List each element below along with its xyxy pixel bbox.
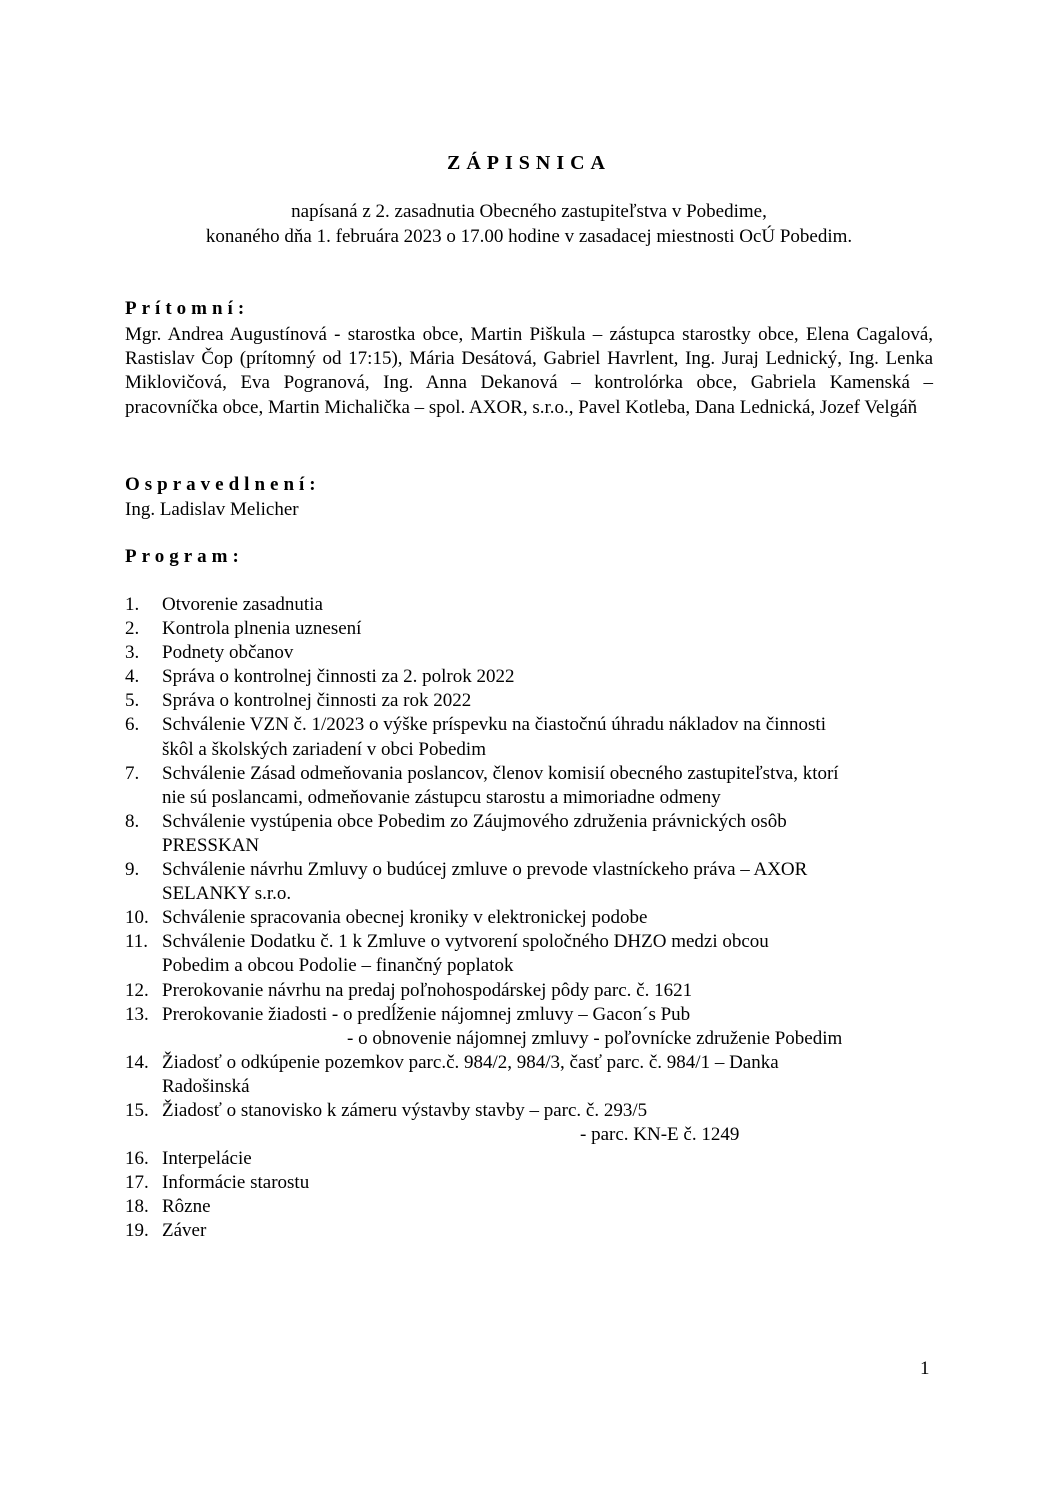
list-item bbox=[125, 930, 935, 978]
excused-list: Ing. Ladislav Melicher bbox=[125, 499, 299, 520]
list-item-text: Schválenie návrhu Zmluvy o budúcej zmluve o prevode vlastníckeho práva – AXOR bbox=[162, 859, 808, 881]
list-item bbox=[125, 641, 935, 665]
list-item bbox=[125, 762, 935, 810]
program-heading: Program: bbox=[125, 546, 244, 567]
list-item-text: Schválenie spracovania obecnej kroniky v elektronickej podobe bbox=[162, 907, 648, 929]
list-item-text: Otvorenie zasadnutia bbox=[162, 594, 323, 615]
list-item-text: Žiadosť o stanovisko k zámeru výstavby stavby – parc. č. 293/5 bbox=[162, 1099, 648, 1121]
list-item-number: 14. bbox=[125, 1051, 149, 1073]
program-list bbox=[125, 593, 935, 1244]
list-item bbox=[125, 1051, 935, 1099]
list-item bbox=[125, 1171, 935, 1195]
list-item-number: 3. bbox=[125, 642, 140, 664]
list-item bbox=[125, 1003, 935, 1051]
list-item-sub-entry: - o obnovenie nájomnej zmluvy - poľovnícke združenie Pobedim bbox=[347, 1027, 843, 1049]
list-item-number: 13. bbox=[125, 1003, 149, 1025]
list-item-text: Rôzne bbox=[162, 1196, 211, 1218]
list-item-number: 2. bbox=[125, 618, 140, 640]
list-item-text-continued: PRESSKAN bbox=[162, 834, 260, 856]
list-item-number: 17. bbox=[125, 1172, 149, 1194]
subtitle-line-2: konaného dňa 1. februára 2023 o 17.00 hodine v zasadacej miestnosti OcÚ Pobedim. bbox=[205, 226, 853, 247]
document-subtitle bbox=[0, 199, 1058, 249]
list-item bbox=[125, 689, 935, 713]
list-item-text: Interpelácie bbox=[162, 1148, 252, 1170]
list-item-number: 1. bbox=[125, 594, 140, 615]
list-item-number: 8. bbox=[125, 810, 140, 832]
list-item bbox=[125, 1219, 935, 1243]
page-number: 1 bbox=[920, 1358, 930, 1379]
list-item-text-continued: SELANKY s.r.o. bbox=[162, 883, 292, 905]
list-item-number: 19. bbox=[125, 1220, 149, 1242]
list-item-text: Schválenie VZN č. 1/2023 o výške príspevku na čiastočnú úhradu nákladov na činnosti bbox=[162, 714, 826, 736]
list-item-number: 16. bbox=[125, 1148, 149, 1170]
list-item-text-continued: nie sú poslancami, odmeňovanie zástupcu starostu a mimoriadne odmeny bbox=[162, 786, 721, 808]
list-item bbox=[125, 617, 935, 641]
list-item-number: 11. bbox=[125, 931, 149, 953]
list-item-text: Schválenie vystúpenia obce Pobedim zo Záujmového združenia právnických osôb bbox=[162, 810, 787, 832]
present-list: Mgr. Andrea Augustínová - starostka obce, Martin Piškula – zástupca starostky obce, Elena Cagalová, Rastislav Čop (prítomný od 17:15), Mária Desátová, Gabriel Havrlent, Ing. Juraj Lednický, Ing. Lenka Miklovičová, Eva Pogranová, Ing. Anna Dekanová – kontrolórka obce, Gabriela Kamenská – pracovníčka obce, Martin Michalička – spol. AXOR, s.r.o., Pavel Kotleba, Dana Lednická, Jozef Velgáň bbox=[125, 324, 933, 418]
excused-heading: Ospravedlnení: bbox=[125, 474, 321, 495]
list-item-sub-entry: - parc. KN-E č. 1249 bbox=[580, 1124, 740, 1146]
list-item-text: Záver bbox=[162, 1220, 207, 1242]
list-item bbox=[125, 858, 935, 906]
list-item-number: 18. bbox=[125, 1196, 149, 1218]
list-item-number: 12. bbox=[125, 979, 149, 1001]
list-item-number: 15. bbox=[125, 1099, 149, 1121]
list-item bbox=[125, 1195, 935, 1219]
list-item-number: 4. bbox=[125, 666, 140, 688]
list-item bbox=[125, 810, 935, 858]
list-item bbox=[125, 1099, 935, 1147]
list-item-text: Prerokovanie žiadosti - o predĺženie nájomnej zmluvy – Gacon´s Pub bbox=[162, 1003, 691, 1025]
list-item-number: 5. bbox=[125, 690, 140, 712]
list-item-text: Správa o kontrolnej činnosti za 2. polrok 2022 bbox=[162, 666, 515, 688]
list-item-text: Správa o kontrolnej činnosti za rok 2022 bbox=[162, 690, 472, 712]
list-item-text-continued: škôl a školských zariadení v obci Pobedim bbox=[162, 738, 486, 760]
list-item-text: Kontrola plnenia uznesení bbox=[162, 618, 362, 640]
list-item-text: Schválenie Zásad odmeňovania poslancov, členov komisií obecného zastupiteľstva, ktorí bbox=[162, 762, 839, 784]
list-item bbox=[125, 713, 935, 761]
list-item bbox=[125, 979, 935, 1003]
list-item-number: 9. bbox=[125, 859, 140, 881]
list-item-text: Informácie starostu bbox=[162, 1172, 310, 1194]
list-item-number: 6. bbox=[125, 714, 140, 736]
list-item-text: Schválenie Dodatku č. 1 k Zmluve o vytvorení spoločného DHZO medzi obcou bbox=[162, 931, 769, 953]
list-item bbox=[125, 1147, 935, 1171]
present-heading: Prítomní: bbox=[125, 298, 250, 319]
list-item-text: Žiadosť o odkúpenie pozemkov parc.č. 984/2, 984/3, časť parc. č. 984/1 – Danka bbox=[162, 1051, 779, 1073]
document-title: ZÁPISNICA bbox=[446, 152, 612, 174]
list-item-number: 7. bbox=[125, 762, 140, 784]
list-item-text: Prerokovanie návrhu na predaj poľnohospodárskej pôdy parc. č. 1621 bbox=[162, 979, 693, 1001]
list-item-text-continued: Pobedim a obcou Podolie – finančný poplatok bbox=[162, 955, 514, 977]
list-item bbox=[125, 593, 935, 617]
list-item-text: Podnety občanov bbox=[162, 642, 294, 664]
list-item-number: 10. bbox=[125, 907, 149, 929]
list-item bbox=[125, 665, 935, 689]
list-item-text-continued: Radošinská bbox=[162, 1075, 250, 1097]
subtitle-line-1: napísaná z 2. zasadnutia Obecného zastupiteľstva v Pobedime, bbox=[291, 201, 767, 222]
list-item bbox=[125, 906, 935, 930]
